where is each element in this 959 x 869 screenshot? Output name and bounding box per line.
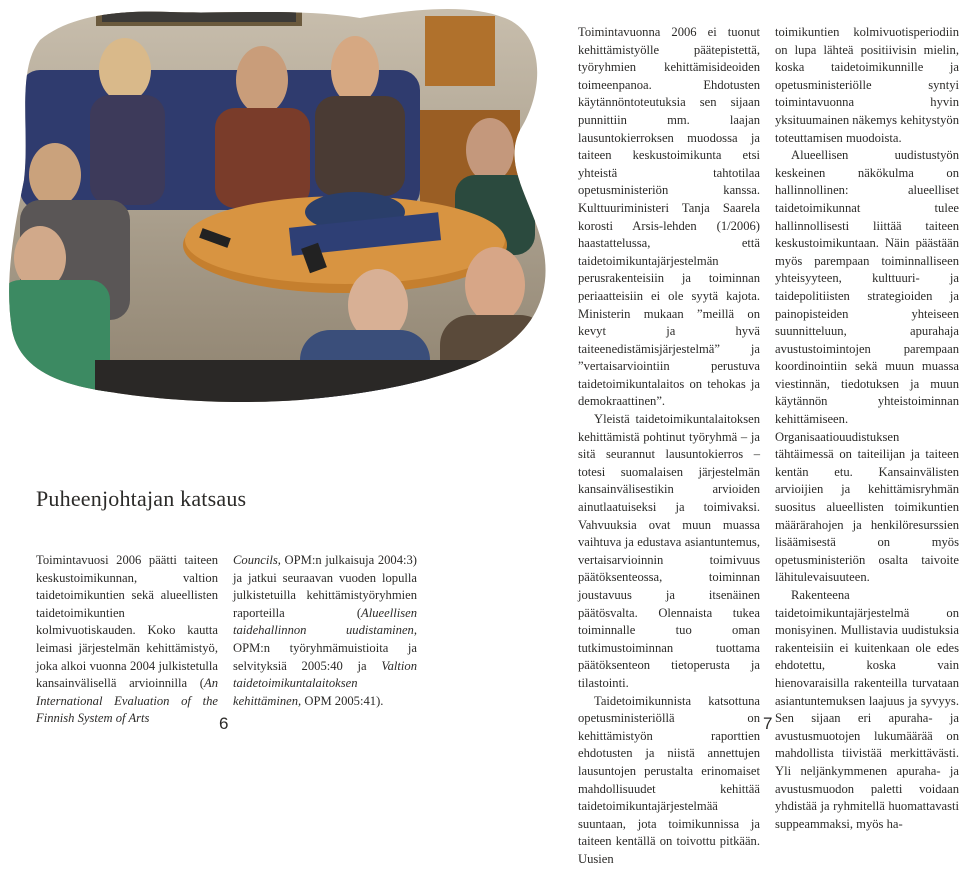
paragraph: Alueellisen uudistustyön keskeinen näkökulma on hallinnollinen: alueelliset taidetoimikunnat tulee hallinnollisesti liittää taiteen keskustoimikuntaan. Näin päästään myös parempaan toiminnalliseen yhteisyyteen, kulttuuri- ja taidepolitiisten strategioiden ja painopisteiden yhteiseen suunnitteluun, apurahaja avustustoimintojen parempaan koordinointiin sekä muun muassa viestinnän, tiedotuksen ja muun käytännön yhteistoiminnan kehittämiseen. Organisaatiouudistuksen tähtäimessä on taiteilijan ja taiteen kentän etu. Kansainvälisten arvioijien ja kehittämisryhmän suositus alueellisten toimikuntien määrärahojen ja henkilöresurssien lisäämisestä on myös opetusministeriön osalta taivoite lähitulevaisuuteen. (775, 148, 959, 585)
paragraph (233, 552, 417, 710)
paragraph (36, 552, 218, 728)
paragraph: Rakenteena taidetoimikuntajärjestelmä on monisyinen. Mullistavia uudistuksia rakenteisiin ei kuitenkaan ole edes ehdotettu, koska vain hienovaraisilla rakenteilla turvataan asiantuntemuksen laajuus ja syvyys. Sen sijaan eri apuraha- ja avustusmuotojen lukumäärää on mahdollista tiivistää merkittävästi. Yli neljänkymmenen apuraha- ja avustusmuodon paletti voidaan yhdistää ja ryhmitellä huomattavasti suppeammaksi, myös ha- (775, 588, 959, 831)
paragraph-text: OPM:n julkaisuja 2004:3) ja jatkui seuraavan vuoden lopulla julkistetuilla kehittämistyöryhmien raporteilla ( (233, 553, 417, 620)
text-column-2 (233, 552, 417, 710)
page-number-left: 6 (219, 714, 229, 733)
italic-title: Valtion taidetoimikuntalaitoksen kehittäminen, (233, 658, 417, 708)
paragraph: toimikuntien kolmivuotisperiodiin on lupa lähteä positiivisin mielin, koska taidetoimikunnille ja opetusministeriölle syntyi toimintavuonna hyvin yksituumainen näkemys kehitystyön toteuttamisen muodoista. (775, 25, 959, 145)
group-photo-icon (0, 0, 560, 420)
paragraph: Taidetoimikunnista katsottuna opetusministeriöllä on kehittämistyön raporttien ehdotusten ja niistä annettujen lausuntojen perustalta erinomaiset mahdollisuudet kehittää taidetoimikuntajärjestelmää suuntaan, jota toimikunnissa ja taiteen kentällä on toivottu pitkään. Uusien (578, 693, 760, 866)
paragraph: Toimintavuonna 2006 ei tuonut kehittämistyölle päätepistettä, työryhmien kehittämisideoiden toimeenpanoa. Ehdotusten käytännöntoteutuksia sen sijaan punnittiin mm. laajan lausuntokierroksen muodossa ja taiteen keskustoimikunta etsi yhteistä tahtotilaa opetusministeriön kanssa. Kulttuuriministeri Tanja Saarela korosti Arsis-lehden (1/2006) haastattelussa, että taidetoimikuntajärjestelmän perusrakenteisiin ja toiminnan periaatteisiin ei ole syytä kajota. Ministerin mukaan ”meillä on kevyt ja hyvä taiteenedistämisjärjestelmä” ja ”vertaisarviointiin perustuva taidetoimikuntalaitos on tehokas ja demokraattinen”. (578, 25, 760, 409)
paragraph: Yleistä taidetoimikuntalaitoksen kehittämistä pohtinut työryhmä – ja sitä seurannut lausuntokierros – totesi suomalaisen järjestelmän kansainvälisestikin arvioiden ainutlaatuiseksi ja toimivaksi. Vahvuuksia ovat muun muassa vaihtuva ja edustava asiantuntemus, vertaisarvioinnin toimivuus päätöksenteossa, toiminnan joustavuus ja itsenäinen päätösvalta. Olennaista tukea toiminnalle tuo oman tutkimustoiminnan tuottama päätöksenteon tietoperusta ja tilastointi. (578, 412, 760, 690)
text-column-1 (36, 552, 218, 728)
paragraph-text: Toimintavuosi 2006 päätti taiteen keskustoimikunnan, valtion taidetoimikuntien sekä alueellisten taidetoimikuntien kolmivuotiskauden. Koko kautta leimasi järjestelmän kehittämistyö, joka alkoi vuonna 2004 julkistetulla kansainvälisellä arvioinnilla ( (36, 553, 218, 691)
italic-title: Alueellisen taidehallinnon uudistaminen, (233, 605, 417, 638)
group-photo (0, 0, 560, 420)
paragraph-text: OPM:n työryhmämuistioita ja selvityksiä 2005:40 ja (233, 640, 417, 673)
italic-title: Councils, (233, 553, 281, 567)
text-column-4 (775, 24, 959, 833)
page-number-right: 7 (763, 714, 773, 733)
page-title: Puheenjohtajan katsaus (36, 486, 247, 511)
paragraph-text: OPM 2005:41). (301, 693, 384, 708)
italic-title: An International Evaluation of the Finnish System of Arts (36, 676, 218, 726)
text-column-3 (578, 24, 760, 869)
